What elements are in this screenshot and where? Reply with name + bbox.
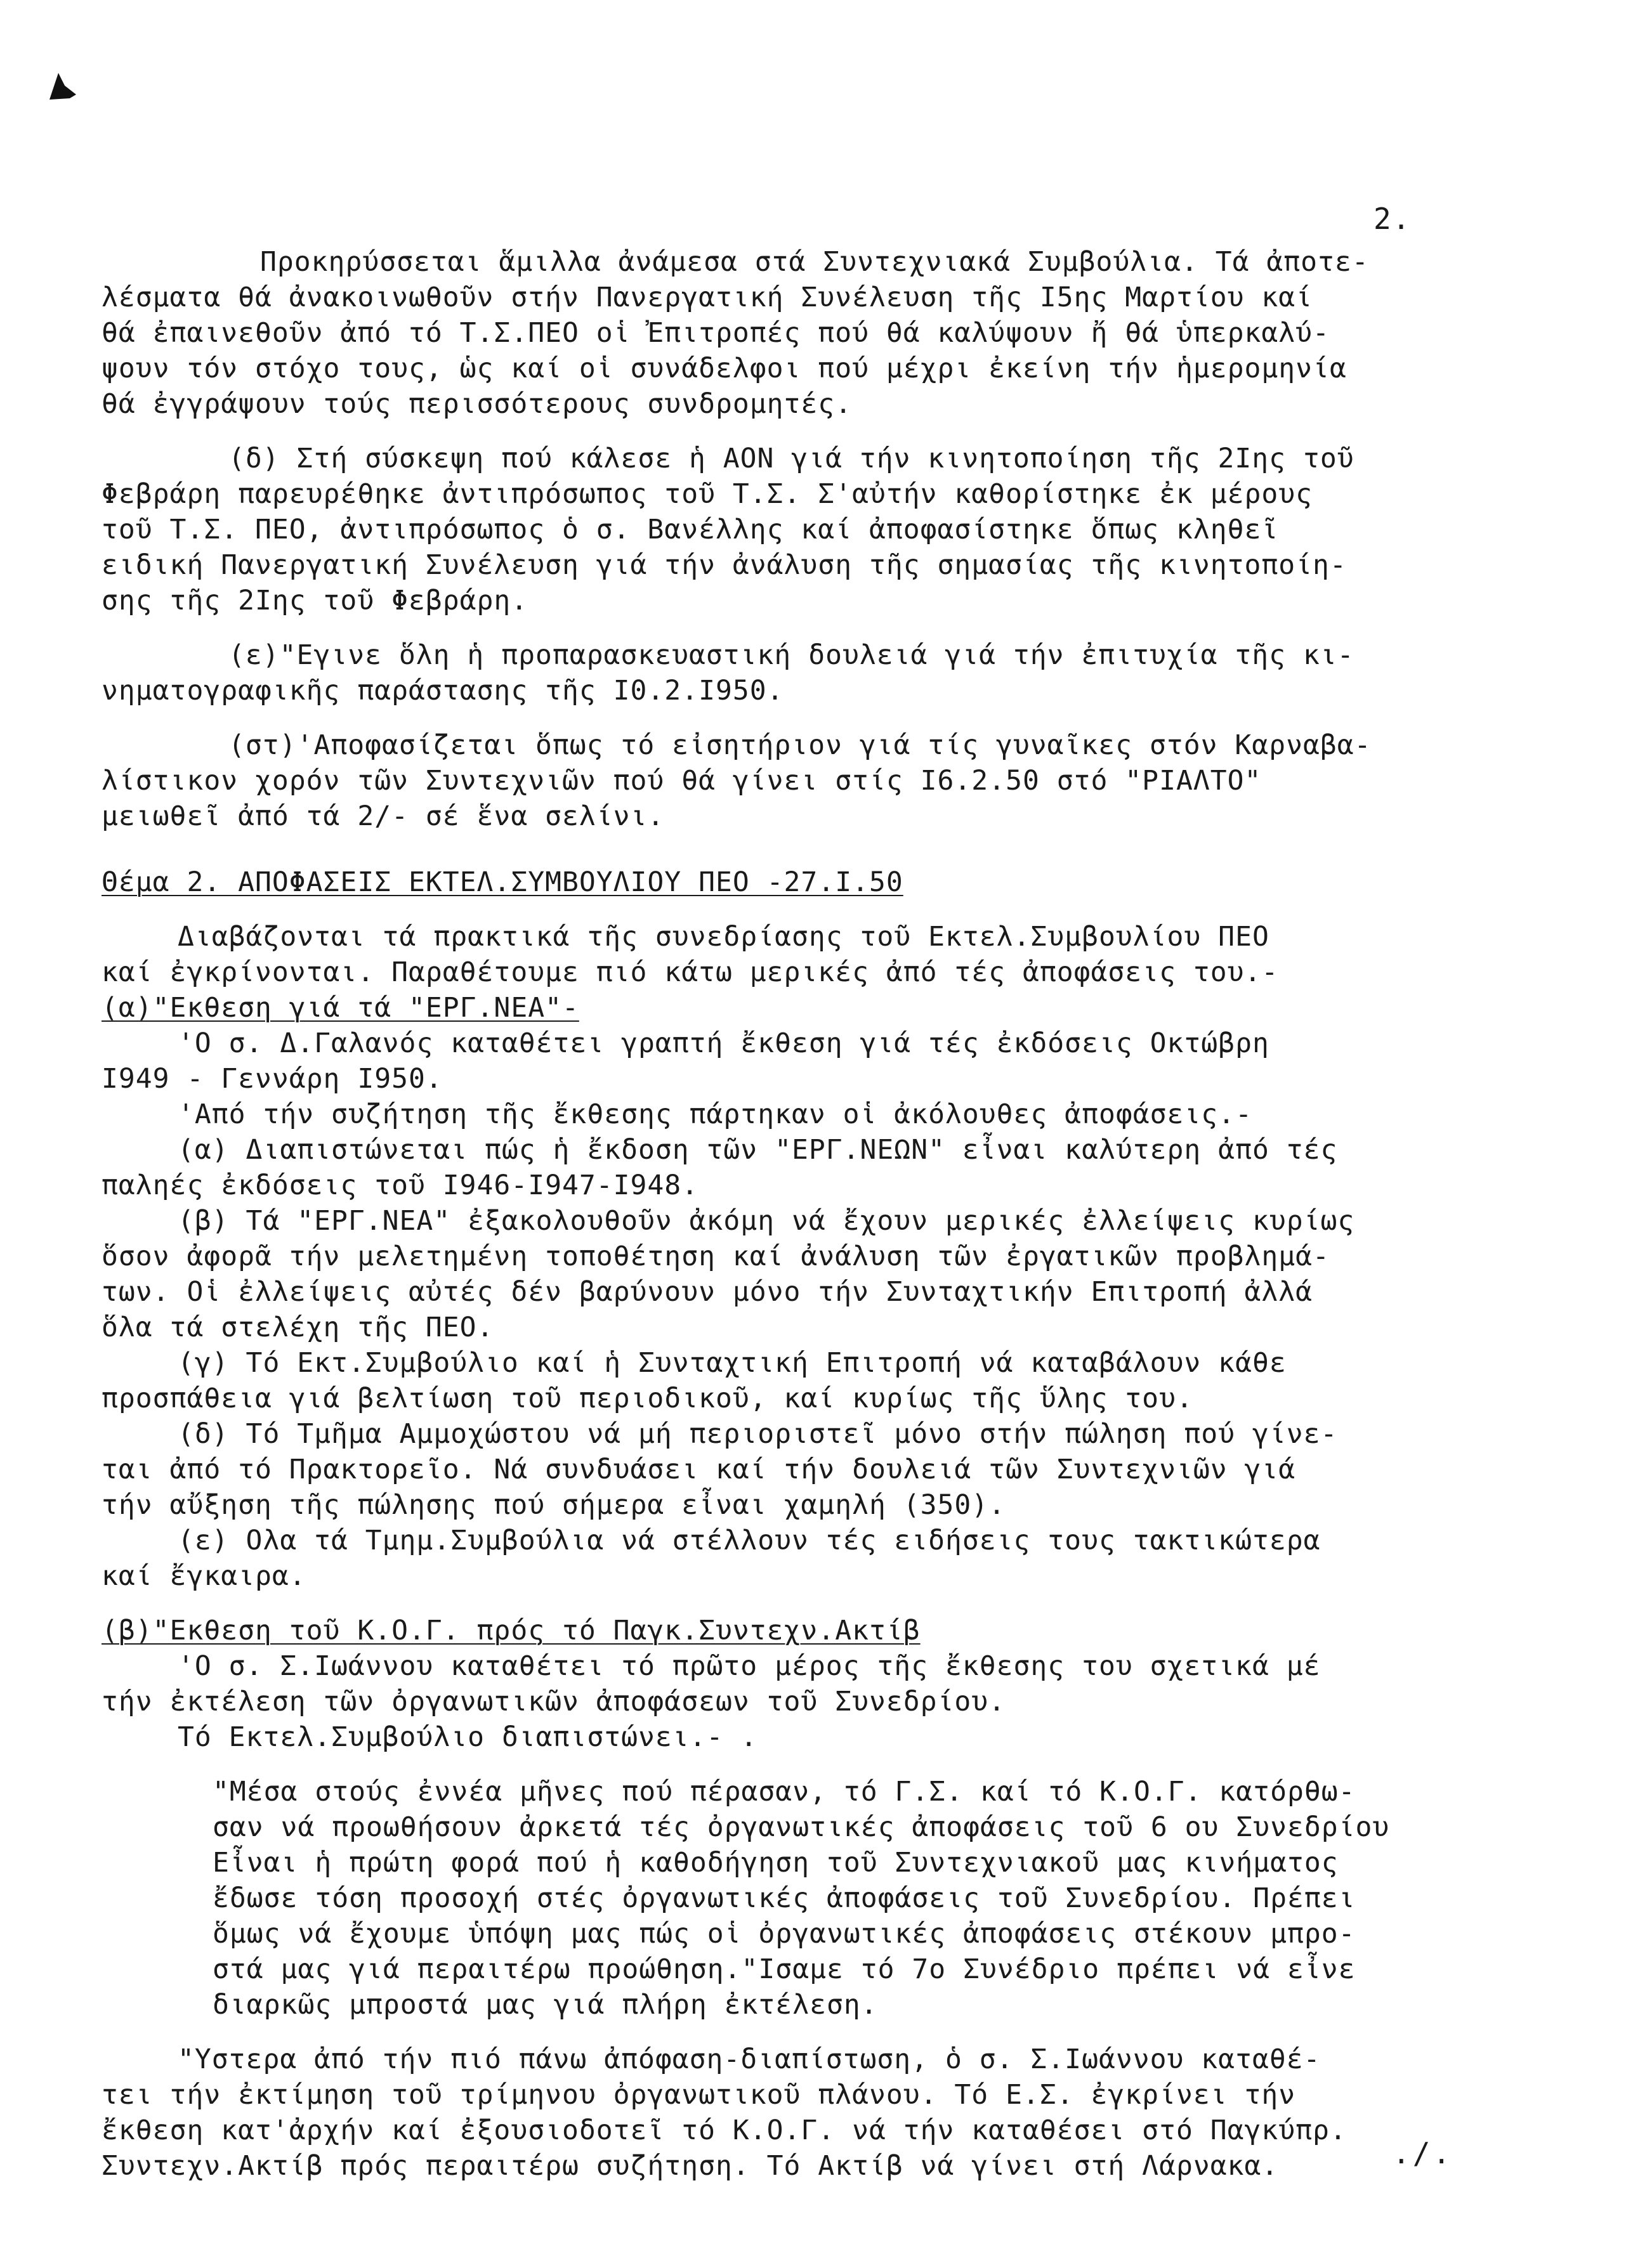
text-line: Συντεχν.Ακτίβ πρός περαιτέρω συζήτηση. Τό Ακτίβ νά γίνει στή Λάρνακα.: [102, 2150, 1279, 2182]
text-line: (ε) Ολα τά Τμημ.Συμβούλια νά στέλλουν τές ειδήσεις τους τακτικώτερα: [178, 1525, 1321, 1556]
text-line: στά μας γιά περαιτέρω προώθηση."Ισαμε τό 7ο Συνέδριο πρέπει νά εἶνε: [213, 1953, 1356, 1985]
text-line: (α) Διαπιστώνεται πώς ἡ ἔκδοση τῶν "ΕΡΓ.ΝΕΩΝ" εἶναι καλύτερη ἀπό τές: [178, 1134, 1338, 1166]
text-line: "Υστερα ἀπό τήν πιό πάνω ἀπόφαση-διαπίστωση, ὁ σ. Σ.Ιωάννου καταθέ-: [178, 2043, 1321, 2075]
text-line: προσπάθεια γιά βελτίωση τοῦ περιοδικοῦ, καί κυρίως τῆς ὕλης του.: [102, 1383, 1193, 1414]
text-line: λέσματα θά ἀνακοινωθοῦν στήν Πανεργατική Συνέλευση τῆς I5ης Μαρτίου καί: [102, 282, 1313, 313]
text-line: (γ) Τό Εκτ.Συμβούλιο καί ἡ Συνταχτική Επιτροπή νά καταβάλουν κάθε: [178, 1347, 1287, 1379]
continuation-mark: ./.: [1393, 2136, 1453, 2170]
text-line: 'Από τήν συζήτηση τῆς ἔκθεσης πάρτηκαν οἱ ἀκόλουθες ἀποφάσεις.-: [178, 1098, 1252, 1130]
text-line: ὅσον ἀφορᾶ τήν μελετημένη τοποθέτηση καί ἀνάλυση τῶν ἐργατικῶν προβλημά-: [102, 1241, 1330, 1272]
text-line: ὅλα τά στελέχη τῆς ΠΕΟ.: [102, 1312, 494, 1343]
text-line: καί ἔγκαιρα.: [102, 1560, 306, 1592]
text-line: (δ) Στή σύσκεψη πού κάλεσε ἡ ΑΟΝ γιά τήν κινητοποίηση τῆς 2Iης τοῦ: [228, 443, 1354, 474]
text-line: "Μέσα στούς ἐννέα μῆνες πού πέρασαν, τό Γ.Σ. καί τό Κ.Ο.Γ. κατόρθω-: [213, 1776, 1356, 1808]
text-line: των. Οἱ ἐλλείψεις αὐτές δέν βαρύνουν μόνο τήν Συνταχτικήν Επιτροπή ἀλλά: [102, 1276, 1313, 1308]
text-line: (ε)"Εγινε ὅλη ἡ προπαρασκευαστική δουλειά γιά τήν ἐπιτυχία τῆς κι-: [228, 639, 1354, 671]
text-line: [102, 990, 1554, 1026]
text-line: 'Ο σ. Σ.Ιωάννου καταθέτει τό πρῶτο μέρος τῆς ἔκθεσης του σχετικά μέ: [178, 1650, 1321, 1682]
section-heading: (β)"Εκθεση τοῦ Κ.Ο.Γ. πρός τό Παγκ.Συντεχν.Ακτίβ: [102, 1615, 921, 1646]
text-line: Εἶναι ἡ πρώτη φορά πού ἡ καθοδήγηση τοῦ Συντεχνιακοῦ μας κινήματος: [213, 1847, 1339, 1879]
text-line: Προκηρύσσεται ἅμιλλα ἀνάμεσα στά Συντεχνιακά Συμβούλια. Τά ἀποτε-: [260, 246, 1369, 278]
text-line: Διαβάζονται τά πρακτικά τῆς συνεδρίασης τοῦ Εκτελ.Συμβουλίου ΠΕΟ: [178, 921, 1269, 953]
text-line: (β) Τά "ΕΡΓ.ΝΕΑ" ἐξακολουθοῦν ἀκόμη νά ἔχουν μερικές ἐλλείψεις κυρίως: [178, 1205, 1355, 1237]
ink-blot-mark: [44, 67, 82, 105]
text-line: καί ἐγκρίνονται. Παραθέτουμε πιό κάτω μερικές ἀπό τές ἀποφάσεις του.-: [102, 956, 1279, 988]
text-line: ται ἀπό τό Πρακτορεῖο. Νά συνδυάσει καί τήν δουλειά τῶν Συντεχνιῶν γιά: [102, 1454, 1296, 1485]
text-line: ἔκθεση κατ'ἀρχήν καί ἐξουσιοδοτεῖ τό Κ.Ο.Γ. νά τήν καταθέσει στό Παγκύπρ.: [102, 2115, 1347, 2146]
section-heading: (α)"Εκθεση γιά τά "ΕΡΓ.ΝΕΑ"-: [102, 992, 579, 1024]
text-line: διαρκῶς μπροστά μας γιά πλήρη ἐκτέλεση.: [213, 1989, 878, 2021]
page-number: 2.: [1374, 202, 1412, 236]
text-line: λίστικον χορόν τῶν Συντεχνιῶν πού θά γίνει στίς I6.2.50 στό "ΡΙΑΛΤΟ": [102, 765, 1262, 797]
text-line: Τό Εκτελ.Συμβούλιο διαπιστώνει.- .: [178, 1721, 758, 1753]
document-body: [102, 244, 1554, 2184]
text-line: [102, 1613, 1554, 1648]
text-line: παληές ἐκδόσεις τοῦ I946-I947-I948.: [102, 1170, 699, 1201]
text-line: θά ἐγγράψουν τούς περισσότερους συνδρομητές.: [102, 388, 853, 420]
section-heading: Θέμα 2. ΑΠΟΦΑΣΕΙΣ ΕΚΤΕΛ.ΣΥΜΒΟΥΛΙΟΥ ΠΕΟ -27.I.50: [102, 866, 903, 898]
text-line: (στ)'Αποφασίζεται ὅπως τό εἰσητήριον γιά τίς γυναῖκες στόν Καρναβα-: [228, 729, 1372, 761]
text-line: τήν αὔξηση τῆς πώλησης πού σήμερα εἶναι χαμηλή (350).: [102, 1489, 1006, 1521]
text-line: 'Ο σ. Δ.Γαλανός καταθέτει γραπτή ἔκθεση γιά τές ἐκδόσεις Οκτώβρη: [178, 1027, 1269, 1059]
text-line: [102, 864, 1554, 900]
text-line: τει τήν ἐκτίμηση τοῦ τρίμηνου ὀργανωτικοῦ πλάνου. Τό Ε.Σ. ἐγκρίνει τήν: [102, 2079, 1296, 2111]
text-line: τοῦ Τ.Σ. ΠΕΟ, ἀντιπρόσωπος ὁ σ. Βανέλλης καί ἀποφασίστηκε ὅπως κληθεῖ: [102, 514, 1279, 545]
text-line: νηματογραφικῆς παράστασης τῆς I0.2.I950.: [102, 675, 784, 707]
text-line: τήν ἐκτέλεση τῶν ὀργανωτικῶν ἀποφάσεων τοῦ Συνεδρίου.: [102, 1686, 1006, 1717]
text-line: I949 - Γεννάρη I950.: [102, 1063, 443, 1095]
text-line: ειδική Πανεργατική Συνέλευση γιά τήν ἀνάλυση τῆς σημασίας τῆς κινητοποίη-: [102, 549, 1347, 581]
text-line: ἔδωσε τόση προσοχή στές ὀργανωτικές ἀποφάσεις τοῦ Συνεδρίου. Πρέπει: [213, 1882, 1356, 1914]
text-line: θά ἐπαινεθοῦν ἀπό τό Τ.Σ.ΠΕΟ οἱ Ἐπιτροπές πού θά καλύψουν ἤ θά ὑπερκαλύ-: [102, 317, 1330, 349]
text-line: Φεβράρη παρευρέθηκε ἀντιπρόσωπος τοῦ Τ.Σ. Σ'αὐτήν καθορίστηκε ἐκ μέρους: [102, 478, 1313, 510]
text-line: ψουν τόν στόχο τους, ὡς καί οἱ συνάδελφοι πού μέχρι ἐκείνη τήν ἡμερομηνία: [102, 353, 1347, 384]
text-line: σαν νά προωθήσουν ἀρκετά τές ὀργανωτικές ἀποφάσεις τοῦ 6 ου Συνεδρίου: [213, 1811, 1390, 1843]
text-line: (δ) Τό Τμῆμα Αμμοχώστου νά μή περιοριστεῖ μόνο στήν πώληση πού γίνε-: [178, 1418, 1338, 1450]
text-line: μειωθεῖ ἀπό τά 2/- σέ ἕνα σελίνι.: [102, 800, 665, 832]
text-line: ὅμως νά ἔχουμε ὑπόψη μας πώς οἱ ὀργανωτικές ἀποφάσεις στέκουν μπρο-: [213, 1918, 1356, 1950]
text-line: σης τῆς 2Iης τοῦ Φεβράρη.: [102, 585, 528, 616]
